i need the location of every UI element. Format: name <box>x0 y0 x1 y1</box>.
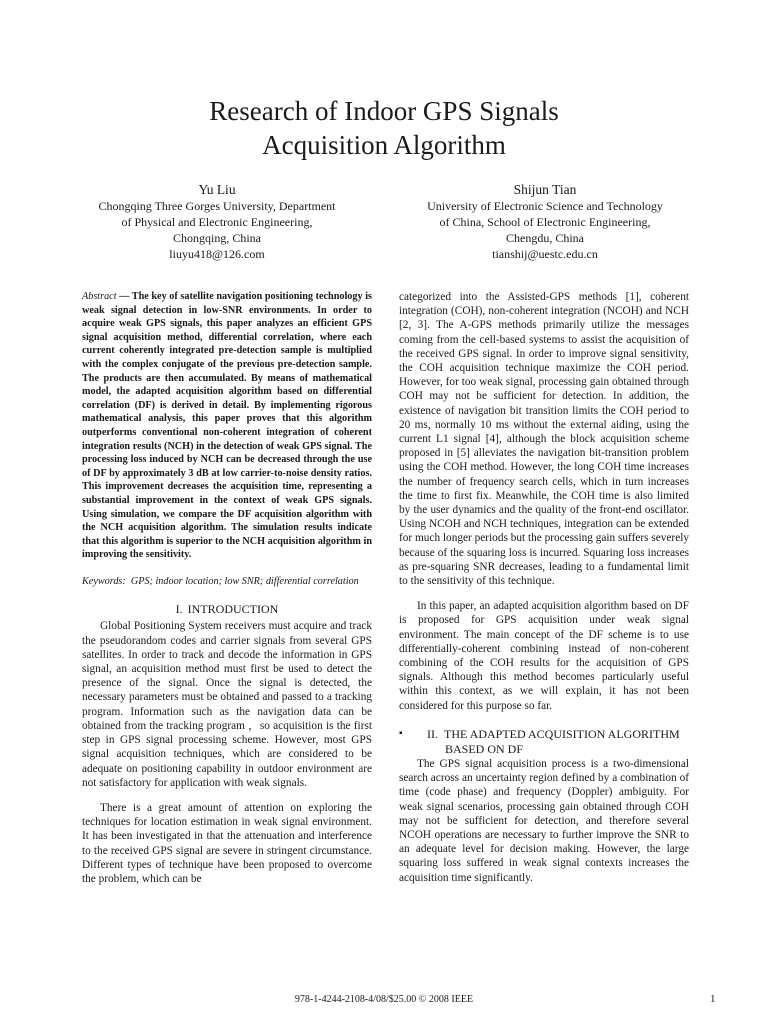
author-location: Chongqing, China <box>172 231 261 245</box>
abstract-text: The key of satellite navigation positioning technology is weak signal detection in low-SNR environments. In order to acquire weak GPS signals, this paper analyzes an efficient GPS signal acquisition method, differential correlation, where each current coherently integrated pre-detection sample is multiplied with the complex conjugate of the previous pre-detection sample. The products are then accumulated. By means of mathematical model, the adapted acquisition algorithm based on differential correlation (DF) is derived in detail. By implementing rigorous mathematical analysis, this paper proves that this algorithm outperforms conventional non-coherent integration of coherent integration results (NCH) in the detection of weak GPS signal. The processing loss induced by NCH can be decreased through the use of DF by approximately 3 dB at low carrier-to-noise density ratios. This improvement decreases the acquisition time, representing a substantial improvement in the context of weak GPS signals. Using simulation, we compare the DF acquisition algorithm with the NCH acquisition algorithm. The simulation results indicate that this algorithm is superior to the NCH acquisition algorithm in improving the sensitivity. <box>82 291 372 561</box>
keywords-label: Keywords: <box>82 575 126 587</box>
page-number: 1 <box>710 993 716 1005</box>
left-column <box>82 290 372 886</box>
author-affiliation-line: Chongqing Three Gorges University, Department <box>98 199 336 213</box>
author-affiliation-line: of China, School of Electronic Engineering, <box>439 215 651 229</box>
abstract-dash: — <box>116 291 132 302</box>
author-affiliation-line: of Physical and Electronic Engineering, <box>121 215 313 229</box>
author-block-2 <box>410 181 680 262</box>
keywords <box>82 575 372 589</box>
introduction-paragraph-4: In this paper, an adapted acquisition algorithm based on DF is proposed for GPS acquisition under weak signal environment. The main concept of the DF scheme is to use differentially-coherent combining instead of non-coherent combining of the COH results for the acquisition of GPS signals. Although this method becomes particularly useful within this context, as we will explain, it has not been considered for this purpose so far. <box>399 600 689 712</box>
bullet-icon: ▪ <box>399 727 403 739</box>
author-location: Chengdu, China <box>506 231 584 245</box>
author-name: Shijun Tian <box>513 182 577 197</box>
right-column <box>399 290 689 885</box>
author-block-1 <box>82 181 352 262</box>
section-heading-adapted-acquisition <box>399 727 689 757</box>
abstract <box>82 290 372 562</box>
author-email: tianshij@uestc.edu.cn <box>492 247 598 261</box>
introduction-paragraph-2: There is a great amount of attention on exploring the techniques for location estimation in weak signal environment. It has been investigated in that the attenuation and interference to the received GPS signal are severe in stringent circumstance. Different types of technique have been proposed to overcome the problem, which can be <box>82 801 372 885</box>
section-number: I. <box>175 602 183 617</box>
author-name: Yu Liu <box>198 182 236 197</box>
section-title: INTRODUCTION <box>187 602 279 617</box>
author-affiliation-line: University of Electronic Science and Technology <box>427 199 663 213</box>
author-email: liuyu418@126.com <box>169 247 265 261</box>
title-line-1: Research of Indoor GPS Signals <box>209 96 559 126</box>
title-line-2: Acquisition Algorithm <box>262 130 506 160</box>
section-title-line-1: II. THE ADAPTED ACQUISITION ALGORITHM <box>427 726 680 741</box>
introduction-paragraph-1: Global Positioning System receivers must acquire and track the pseudorandom codes and carrier signals from several GPS satellites. In order to track and decode the information in GPS signal, an acquisition method must first be used to detect the presence of the signal. Once the signal is detected, the necessary parameters must be obtained and passed to a tracking program. Information such as the navigation data can be obtained from the tracking program ，so acquisition is the first step in GPS signal processing scheme. However, most GPS signal acquisition techniques, which are considered to be adequate on positioning capability in outdoor environment are not satisfactory for application with weak signals. <box>82 620 372 789</box>
paper-title <box>0 94 768 162</box>
keywords-text: GPS; indoor location; low SNR; differential correlation <box>130 575 359 587</box>
abstract-label: Abstract <box>82 291 117 302</box>
introduction-paragraph-3: categorized into the Assisted-GPS methods [1], coherent integration (COH), non-coherent integration (NCOH) and NCH [2, 3]. The A-GPS methods primarily utilize the messages coming from the cell-based systems to assist the acquisition of the received GPS signal. In order to improve signal sensitivity, the COH acquisition technique maximize the COH period. However, for too weak signal, processing gain obtained through COH may not be sufficient for detection. In addition, the existence of navigation bit transition limits the COH period to 20 ms, normally 10 ms without the external aiding, using the current L1 signal [4], although the block acquisition scheme proposed in [5] alleviates the navigation bit-transition problem using the COH method. However, the long COH time increases the number of frequency search cells, which in turn increases the time to first fix. Meanwhile, the COH time is also limited by the user dynamics and the quality of the front-end oscillator. Using NCOH and NCH techniques, integration can be extended for much longer periods but the processing gain suffers severely because of the squaring loss is incurred. Squaring loss increases as pre-squaring SNR decreases, leading to a fundamental limit to the sensitivity of this technique. <box>399 291 689 588</box>
section-heading-introduction <box>82 602 372 617</box>
section2-paragraph-1: The GPS signal acquisition process is a two-dimensional search across an uncertainty region defined by a combination of time (code phase) and frequency (Doppler) ambiguity. For weak signal scenarios, processing gain obtained through COH may not be sufficient for detection, and therefore several NCOH operations are necessary to further improve the SNR to an adequate level for decision making. However, the large squaring loss suffered in weak signal contexts increases the acquisition time significantly. <box>399 757 689 884</box>
section-title-line-2: BASED ON DF <box>445 741 524 756</box>
section-number: II. <box>427 726 438 741</box>
copyright-footer: 978-1-4244-2108-4/08/$25.00 © 2008 IEEE <box>294 994 474 1005</box>
